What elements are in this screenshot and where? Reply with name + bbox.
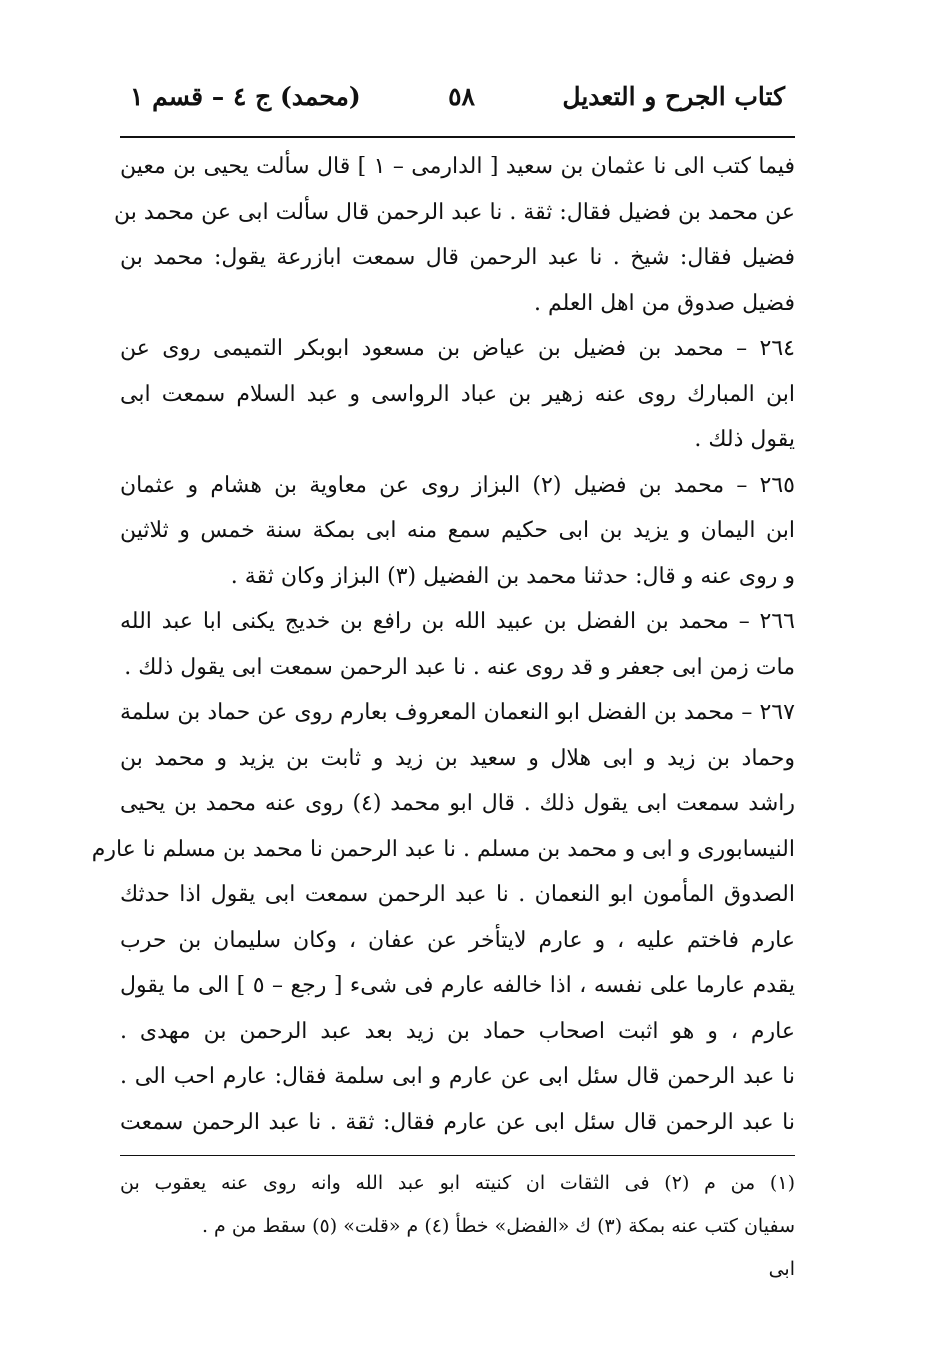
text-line: نا عبد الرحمن قال سئل ابى عن عارم فقال: ثقة . نا عبد الرحمن سمعت: [120, 1109, 795, 1135]
intro-paragraph: [114, 144, 795, 326]
footnote-line: سفيان كتب عنه بمكة (٣) ك «الفضل» خطأ (٤) م «قلت» (٥) سقط من م .: [201, 1215, 795, 1237]
text-line: ٢٦٧ – محمد بن الفضل ابو النعمان المعروف بعارم روى عن حماد بن سلمة: [120, 700, 795, 725]
text-line: ابن اليمان و يزيد بن ابى حكيم سمع منه ابى بمكة سنة خمس و ثلاثين: [120, 518, 795, 543]
text-line: عارم ، و هو اثبت اصحاب حماد بن زيد بعد عبد الرحمن بن مهدى .: [120, 1018, 795, 1044]
book-title: كتاب الجرح و التعديل: [562, 82, 785, 111]
text-line: فيما كتب الى نا عثمان بن سعيد [ الدارمى – ١ ] قال سألت يحيى بن معين: [120, 154, 795, 179]
footnote-line: (١) من م (٢) فى الثقات ان كنيته ابو عبد الله وانه روى عنه يعقوب بن: [120, 1172, 795, 1194]
footnote-rule: [120, 1155, 795, 1156]
text-line: مات زمن ابى جعفر و قد روى عنه . نا عبد الرحمن سمعت ابى يقول ذلك .: [124, 654, 795, 680]
text-line: وحماد بن زيد و ابى هلال و سعيد بن زيد و ثابت بن يزيد و محمد بن: [120, 745, 795, 771]
biography-entry-265: [120, 463, 795, 600]
text-line: عارم فاختم عليه ، و عارم لايتأخر عن عفان ، وكان سليمان بن حرب: [120, 927, 795, 953]
text-line: ٢٦٦ – محمد بن الفضل بن عبيد الله بن رافع بن خديج يكنى ابا عبد الله: [120, 609, 795, 634]
text-line: و روى عنه و قال: حدثنا محمد بن الفضيل (٣) البزاز وكان ثقة .: [230, 563, 795, 589]
footnotes: [120, 1162, 795, 1291]
footnote-line: ابى: [768, 1258, 795, 1280]
text-line: فضيل فقال: شيخ . نا عبد الرحمن قال سمعت ابازرعة يقول: محمد بن: [120, 245, 795, 270]
header-rule: [120, 136, 795, 138]
volume-info: (محمد) ج ٤ – قسم ١: [130, 82, 361, 111]
running-header: [120, 82, 795, 136]
text-line: ابن المبارك روى عنه زهير بن عباد الرواسى و عبد السلام سمعت ابى: [120, 381, 795, 407]
text-line: ٢٦٥ – محمد بن فضيل (٢) البزاز روى عن معاوية بن هشام و عثمان: [120, 472, 795, 498]
biography-entry-267: [91, 690, 796, 1145]
text-line: يقول ذلك .: [694, 427, 795, 452]
biography-entry-264: [120, 326, 795, 463]
text-line: راشد سمعت ابى يقول ذلك . قال ابو محمد (٤) روى عنه محمد بن يحيى: [120, 791, 796, 816]
main-text: [91, 144, 796, 1145]
text-line: يقدم عارما على نفسه ، اذا خالفه عارم فى شىء [ رجع – ٥ ] الى ما يقول: [120, 973, 796, 998]
text-line: ٢٦٤ – محمد بن فضيل بن عياض بن مسعود ابوبكر التميمى روى عن: [120, 336, 795, 361]
text-line: نا عبد الرحمن قال سئل ابى عن عارم و ابى سلمة فقال: عارم احب الى .: [120, 1064, 795, 1089]
biography-entry-266: [120, 599, 795, 690]
text-line: الصدوق المأمون ابو النعمان . نا عبد الرحمن سمعت ابى يقول اذا حدثك: [120, 882, 795, 907]
text-line: فضيل صدوق من اهل العلم .: [533, 290, 795, 316]
text-line: عن محمد بن فضيل فقال: ثقة . نا عبد الرحمن قال سألت ابى عن محمد بن: [114, 199, 795, 225]
page-number: ٥٨: [448, 82, 475, 111]
document-page: [91, 82, 796, 1291]
text-line: النيسابورى و ابى و محمد بن مسلم . نا عبد الرحمن نا محمد بن مسلم نا عارم: [91, 836, 795, 862]
